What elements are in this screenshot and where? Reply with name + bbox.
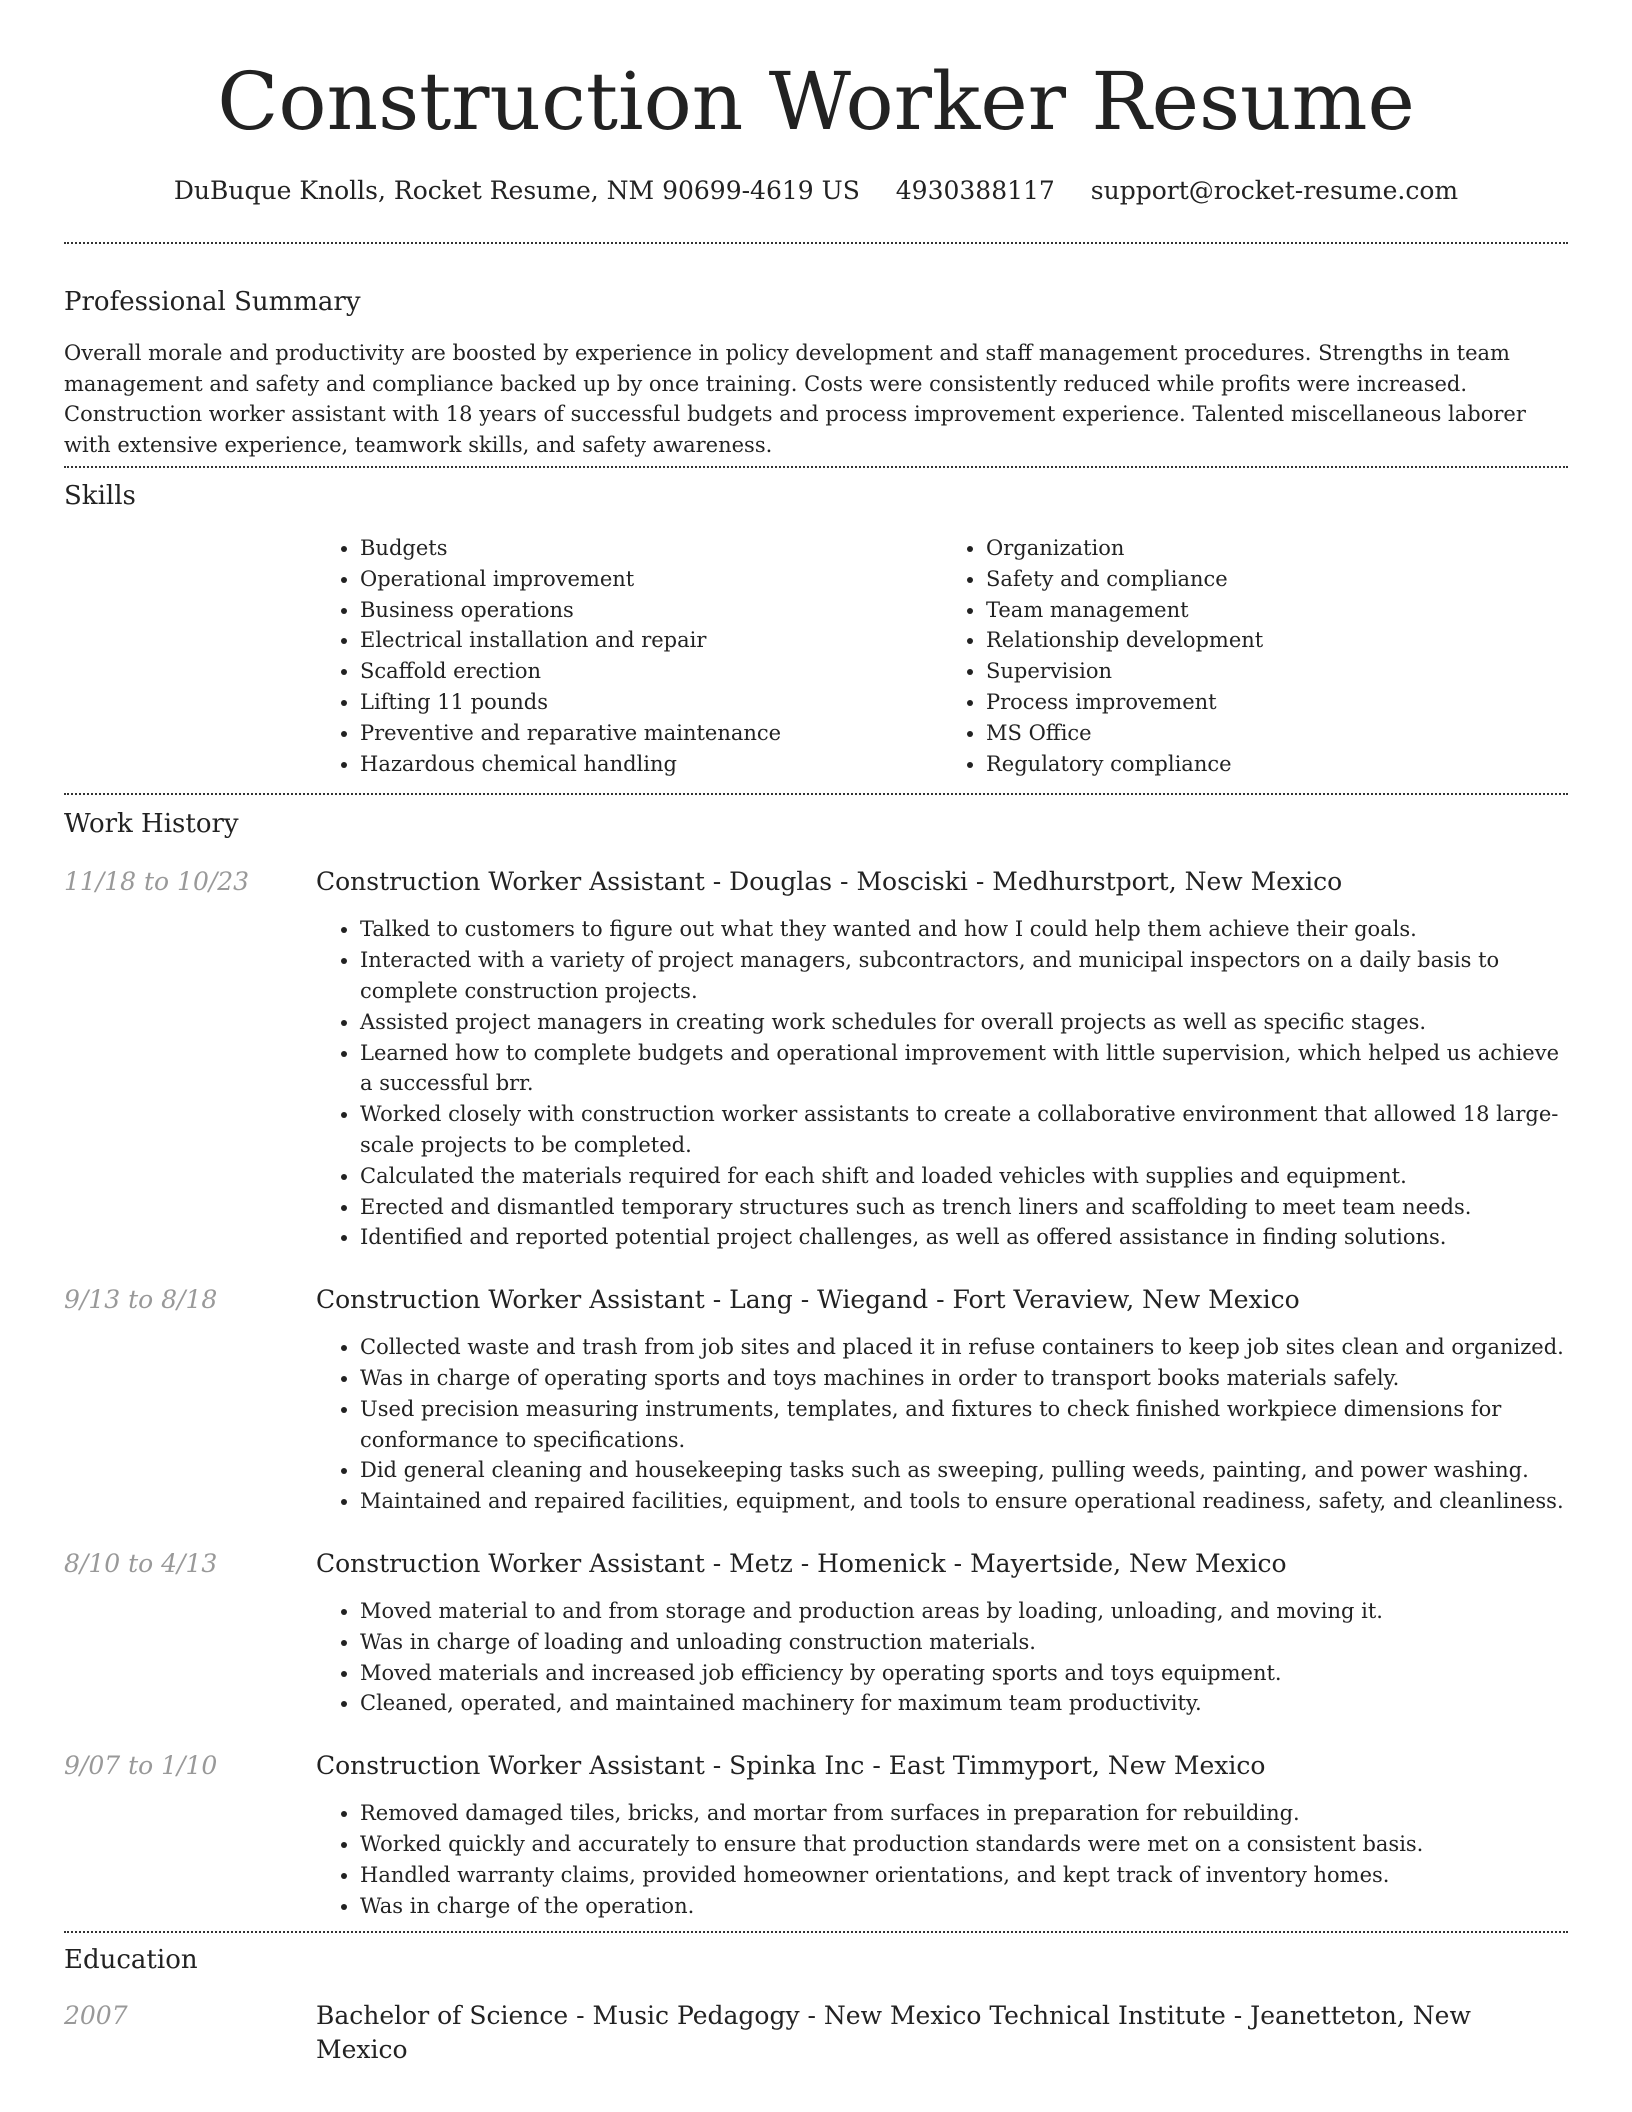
skill-item: • Regulatory compliance bbox=[986, 749, 1568, 780]
summary-text: Overall morale and productivity are boosted by experience in policy development and staff management procedures. Strengths in team management and safety and compliance backed up by once training. Costs were consistently reduced while profits were increased. Construction worker assistant with 18 years of successful budgets and process improvement experience. Talented miscellaneous laborer with extensive experience, teamwork skills, and safety awareness. bbox=[64, 341, 1526, 457]
skill-item: • Scaffold erection bbox=[360, 656, 942, 687]
job-bullet: • Erected and dismantled temporary structures such as trench liners and scaffolding to meet team needs. bbox=[360, 1192, 1568, 1223]
summary-heading: Professional Summary bbox=[64, 287, 361, 317]
job-dates: 11/18 to 10/23 bbox=[64, 867, 250, 897]
job-entry bbox=[64, 865, 1568, 1253]
job-entry bbox=[64, 1749, 1568, 1921]
contact-email: support@rocket-resume.com bbox=[1090, 176, 1459, 205]
skill-item: • Hazardous chemical handling bbox=[360, 749, 942, 780]
skill-item: • Relationship development bbox=[986, 625, 1568, 656]
skill-item: • Business operations bbox=[360, 595, 942, 626]
job-bullet: • Handled warranty claims, provided homeowner orientations, and kept track of inventory homes. bbox=[360, 1860, 1568, 1891]
job-bullets bbox=[316, 914, 1568, 1253]
skills-grid bbox=[316, 533, 1568, 779]
job-bullet: • Learned how to complete budgets and operational improvement with little supervision, which helped us achieve a successful brr. bbox=[360, 1038, 1568, 1100]
job-bullet: • Moved material to and from storage and production areas by loading, unloading, and moving it. bbox=[360, 1596, 1568, 1627]
resume-title: Construction Worker Resume bbox=[217, 55, 1415, 148]
skill-item: • Supervision bbox=[986, 656, 1568, 687]
education-entry bbox=[64, 1999, 1568, 2067]
job-bullet: • Was in charge of loading and unloading construction materials. bbox=[360, 1627, 1568, 1658]
job-bullet: • Talked to customers to figure out what they wanted and how I could help them achieve their goals. bbox=[360, 914, 1568, 945]
skill-item: • Preventive and reparative maintenance bbox=[360, 718, 942, 749]
job-bullet: • Identified and reported potential project challenges, as well as offered assistance in finding solutions. bbox=[360, 1222, 1568, 1253]
job-bullet: • Used precision measuring instruments, templates, and fixtures to check finished workpiece dimensions for conformance to specifications. bbox=[360, 1394, 1568, 1456]
job-bullet: • Worked quickly and accurately to ensure that production standards were met on a consistent basis. bbox=[360, 1829, 1568, 1860]
job-dates: 9/13 to 8/18 bbox=[64, 1285, 218, 1315]
skill-item: • Operational improvement bbox=[360, 564, 942, 595]
skill-item: • Electrical installation and repair bbox=[360, 625, 942, 656]
job-title: Construction Worker Assistant - Metz - Homenick - Mayertside, New Mexico bbox=[316, 1548, 1287, 1578]
skill-item: • Process improvement bbox=[986, 687, 1568, 718]
skill-item: • Safety and compliance bbox=[986, 564, 1568, 595]
work-heading: Work History bbox=[64, 809, 239, 840]
skills-left-list bbox=[316, 533, 942, 779]
skills-right-list bbox=[942, 533, 1568, 779]
divider bbox=[64, 793, 1568, 795]
education-body bbox=[316, 1999, 1568, 2067]
job-bullet: • Was in charge of the operation. bbox=[360, 1891, 1568, 1922]
job-dates: 9/07 to 1/10 bbox=[64, 1751, 218, 1781]
skill-item: • Budgets bbox=[360, 533, 942, 564]
education-year: 2007 bbox=[64, 2001, 128, 2031]
job-bullet: • Collected waste and trash from job sites and placed it in refuse containers to keep job sites clean and organized. bbox=[360, 1332, 1568, 1363]
contact-address: DuBuque Knolls, Rocket Resume, NM 90699-4619 US bbox=[173, 176, 860, 205]
job-bullet: • Did general cleaning and housekeeping tasks such as sweeping, pulling weeds, painting, and power washing. bbox=[360, 1455, 1568, 1486]
job-bullets bbox=[316, 1798, 1568, 1921]
divider bbox=[64, 466, 1568, 468]
job-entry bbox=[64, 1283, 1568, 1517]
job-bullet: • Interacted with a variety of project managers, subcontractors, and municipal inspectors on a daily basis to complete construction projects. bbox=[360, 945, 1568, 1007]
job-bullet: • Moved materials and increased job efficiency by operating sports and toys equipment. bbox=[360, 1658, 1568, 1689]
contact-phone: 4930388117 bbox=[895, 176, 1055, 205]
skill-item: • MS Office bbox=[986, 718, 1568, 749]
job-bullet: • Maintained and repaired facilities, equipment, and tools to ensure operational readiness, safety, and cleanliness. bbox=[360, 1486, 1568, 1517]
job-dates: 8/10 to 4/13 bbox=[64, 1548, 218, 1578]
job-title: Construction Worker Assistant - Lang - Wiegand - Fort Veraview, New Mexico bbox=[316, 1285, 1300, 1315]
job-title: Construction Worker Assistant - Spinka Inc - East Timmyport, New Mexico bbox=[316, 1751, 1266, 1781]
skill-item: • Team management bbox=[986, 595, 1568, 626]
contact-line bbox=[64, 174, 1568, 208]
divider bbox=[64, 242, 1568, 244]
job-bullets bbox=[316, 1596, 1568, 1719]
job-bullet: • Worked closely with construction worker assistants to create a collaborative environment that allowed 18 large-scale projects to be completed. bbox=[360, 1099, 1568, 1161]
divider bbox=[64, 1931, 1568, 1933]
job-bullet: • Cleaned, operated, and maintained machinery for maximum team productivity. bbox=[360, 1688, 1568, 1719]
job-bullets bbox=[316, 1332, 1568, 1517]
job-bullet: • Assisted project managers in creating work schedules for overall projects as well as specific stages. bbox=[360, 1007, 1568, 1038]
job-body bbox=[316, 1749, 1568, 1921]
skill-item: • Organization bbox=[986, 533, 1568, 564]
skills-heading: Skills bbox=[64, 481, 136, 511]
job-entry bbox=[64, 1547, 1568, 1719]
job-body bbox=[316, 865, 1568, 1253]
job-body bbox=[316, 1283, 1568, 1517]
job-body bbox=[316, 1547, 1568, 1719]
job-bullet: • Calculated the materials required for each shift and loaded vehicles with supplies and equipment. bbox=[360, 1161, 1568, 1192]
education-title: Bachelor of Science - Music Pedagogy - New Mexico Technical Institute - Jeanetteton, New Mexico bbox=[316, 2001, 1471, 2065]
education-heading: Education bbox=[64, 1945, 198, 1976]
job-bullet: • Was in charge of operating sports and toys machines in order to transport books materials safely. bbox=[360, 1363, 1568, 1394]
skill-item: • Lifting 11 pounds bbox=[360, 687, 942, 718]
job-bullet: • Removed damaged tiles, bricks, and mortar from surfaces in preparation for rebuilding. bbox=[360, 1798, 1568, 1829]
job-title: Construction Worker Assistant - Douglas - Mosciski - Medhurstport, New Mexico bbox=[316, 867, 1343, 897]
